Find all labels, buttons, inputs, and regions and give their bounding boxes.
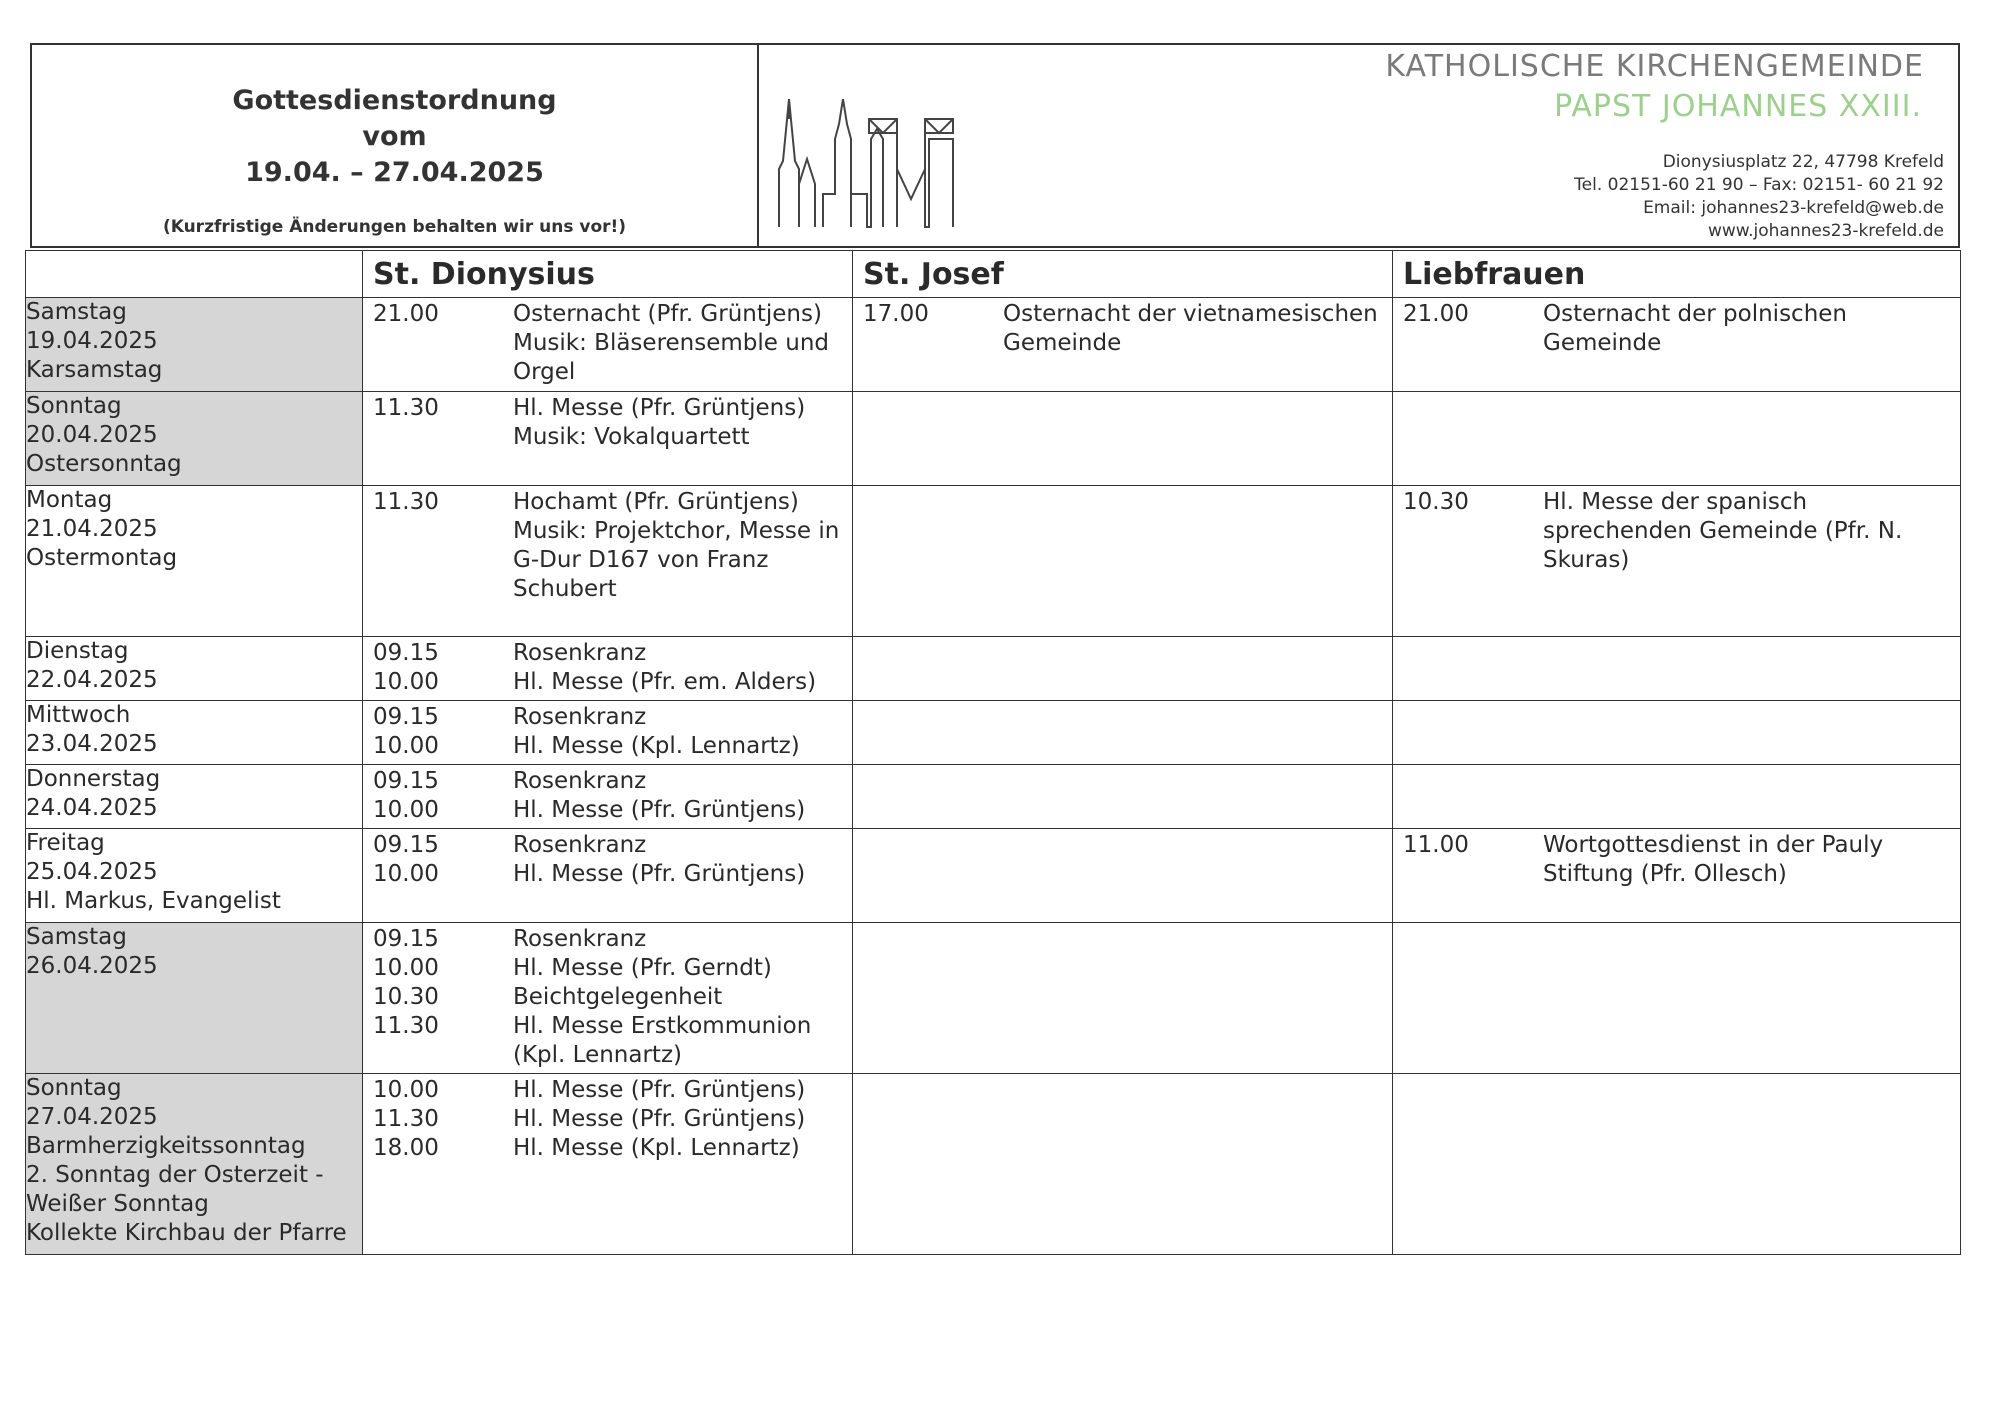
service-time: 10.00 (373, 797, 439, 823)
day-line: Donnerstag (26, 766, 161, 792)
service-description: Osternacht der polnischen (1543, 301, 1848, 327)
service-description: G-Dur D167 von Franz (513, 547, 769, 573)
service-cell-liebfrauen (1393, 298, 1961, 392)
service-cell-josef (853, 829, 1393, 923)
service-time: 21.00 (1403, 301, 1469, 327)
service-description: Wortgottesdienst in der Pauly (1543, 832, 1884, 858)
email: Email: johannes23-krefeld@web.de (1643, 198, 1944, 218)
service-description: Gemeinde (1543, 330, 1662, 356)
day-line: Ostersonntag (26, 451, 182, 477)
service-cell-liebfrauen (1393, 392, 1961, 486)
day-line: Mittwoch (26, 702, 131, 728)
service-time: 09.15 (373, 704, 439, 730)
service-time: 09.15 (373, 768, 439, 794)
table-row (26, 923, 1961, 1074)
service-time: 09.15 (373, 640, 439, 666)
service-description: Hl. Messe (Pfr. Grüntjens) (513, 861, 806, 887)
service-description: Hl. Messe (Pfr. Grüntjens) (513, 1077, 806, 1103)
service-description: Hl. Messe (Pfr. Grüntjens) (513, 797, 806, 823)
corner-cell (26, 251, 363, 298)
service-description: Hl. Messe (Pfr. em. Alders) (513, 669, 817, 695)
day-cell (26, 765, 363, 829)
day-line: Hl. Markus, Evangelist (26, 888, 281, 914)
service-cell-liebfrauen (1393, 829, 1961, 923)
disclaimer-note: (Kurzfristige Änderungen behalten wir uns vor!) (162, 217, 627, 237)
service-description: sprechenden Gemeinde (Pfr. N. (1543, 518, 1903, 544)
day-line: Karsamstag (26, 357, 163, 383)
service-description: Hochamt (Pfr. Grüntjens) (513, 489, 799, 515)
service-time: 11.30 (373, 1106, 439, 1132)
service-cell-liebfrauen (1393, 486, 1961, 637)
table-row (26, 392, 1961, 486)
day-line: 24.04.2025 (26, 795, 158, 821)
service-description: Rosenkranz (513, 926, 647, 952)
schedule-table (25, 250, 1961, 1255)
service-description: Rosenkranz (513, 640, 647, 666)
header-box (30, 43, 1960, 248)
day-line: 20.04.2025 (26, 422, 158, 448)
service-cell-josef (853, 392, 1393, 486)
table-row (26, 701, 1961, 765)
service-description: (Kpl. Lennartz) (513, 1042, 682, 1068)
service-time: 17.00 (863, 301, 929, 327)
column-header-dionysius: St. Dionysius (363, 251, 853, 298)
day-line: Sonntag (26, 393, 122, 419)
day-line: Freitag (26, 830, 105, 856)
address: Dionysiusplatz 22, 47798 Krefeld (1662, 152, 1944, 172)
column-header-liebfrauen: Liebfrauen (1393, 251, 1961, 298)
service-description: Hl. Messe (Pfr. Grüntjens) (513, 1106, 806, 1132)
service-cell-dionysius (363, 486, 853, 637)
service-time: 10.30 (1403, 489, 1469, 515)
service-description: Orgel (513, 359, 576, 385)
column-header-josef: St. Josef (853, 251, 1393, 298)
service-description: Rosenkranz (513, 832, 647, 858)
day-line: Montag (26, 487, 113, 513)
service-time: 11.30 (373, 489, 439, 515)
contact-info (1574, 151, 1944, 243)
service-time: 10.00 (373, 861, 439, 887)
service-description: Beichtgelegenheit (513, 984, 723, 1010)
table-row (26, 765, 1961, 829)
service-cell-josef (853, 486, 1393, 637)
service-description: Musik: Bläserensemble und (513, 330, 829, 356)
day-line: 23.04.2025 (26, 731, 158, 757)
day-line: 21.04.2025 (26, 516, 158, 542)
service-cell-josef (853, 765, 1393, 829)
service-cell-josef (853, 637, 1393, 701)
service-description: Hl. Messe (Kpl. Lennartz) (513, 733, 800, 759)
service-description: Skuras) (1543, 547, 1630, 573)
service-time: 11.30 (373, 1013, 439, 1039)
title-line-3: 19.04. – 27.04.2025 (245, 157, 544, 188)
service-description: Osternacht der vietnamesischen (1003, 301, 1378, 327)
service-description: Rosenkranz (513, 704, 647, 730)
service-description: Hl. Messe (Kpl. Lennartz) (513, 1135, 800, 1161)
service-time: 11.30 (373, 395, 439, 421)
day-line: Sonntag (26, 1075, 122, 1101)
service-time: 10.00 (373, 1077, 439, 1103)
day-cell (26, 923, 363, 1074)
day-cell (26, 829, 363, 923)
day-cell (26, 392, 363, 486)
day-line: Dienstag (26, 638, 129, 664)
parish-name-line-2: PAPST JOHANNES XXIII. (1554, 89, 1922, 124)
service-cell-josef (853, 298, 1393, 392)
website: www.johannes23-krefeld.de (1707, 221, 1944, 241)
service-cell-liebfrauen (1393, 637, 1961, 701)
service-cell-dionysius (363, 1074, 853, 1255)
day-cell (26, 298, 363, 392)
day-line: 27.04.2025 (26, 1104, 158, 1130)
parish-block (759, 45, 1958, 246)
service-description: Musik: Vokalquartett (513, 424, 750, 450)
service-description: Musik: Projektchor, Messe in (513, 518, 840, 544)
day-cell (26, 637, 363, 701)
service-description: Schubert (513, 576, 617, 602)
table-row (26, 637, 1961, 701)
day-line: Ostermontag (26, 545, 178, 571)
service-cell-josef (853, 701, 1393, 765)
phone-fax: Tel. 02151-60 21 90 – Fax: 02151- 60 21 92 (1574, 175, 1944, 195)
day-line: Kollekte Kirchbau der Pfarre (26, 1220, 347, 1246)
day-line: 2. Sonntag der Osterzeit - (26, 1162, 324, 1188)
service-description: Gemeinde (1003, 330, 1122, 356)
service-cell-liebfrauen (1393, 765, 1961, 829)
service-cell-dionysius (363, 392, 853, 486)
service-cell-liebfrauen (1393, 923, 1961, 1074)
day-line: 25.04.2025 (26, 859, 158, 885)
table-row (26, 1074, 1961, 1255)
day-line: 19.04.2025 (26, 328, 158, 354)
day-cell (26, 1074, 363, 1255)
service-cell-dionysius (363, 829, 853, 923)
column-header-row (26, 251, 1961, 298)
day-line: Weißer Sonntag (26, 1191, 209, 1217)
day-line: 22.04.2025 (26, 667, 158, 693)
service-cell-liebfrauen (1393, 1074, 1961, 1255)
service-cell-dionysius (363, 637, 853, 701)
title-block (32, 45, 759, 246)
parish-name-line-1: KATHOLISCHE KIRCHENGEMEINDE (1385, 49, 1924, 84)
service-time: 18.00 (373, 1135, 439, 1161)
day-line: Barmherzigkeitssonntag (26, 1133, 306, 1159)
church-skyline-logo (777, 99, 997, 229)
service-time: 09.15 (373, 832, 439, 858)
service-cell-dionysius (363, 298, 853, 392)
service-cell-dionysius (363, 923, 853, 1074)
service-time: 10.00 (373, 669, 439, 695)
service-description: Hl. Messe (Pfr. Grüntjens) (513, 395, 806, 421)
service-description: Rosenkranz (513, 768, 647, 794)
service-time: 21.00 (373, 301, 439, 327)
day-line: Samstag (26, 924, 127, 950)
service-cell-josef (853, 923, 1393, 1074)
service-time: 11.00 (1403, 832, 1469, 858)
service-description: Hl. Messe (Pfr. Gerndt) (513, 955, 772, 981)
day-line: 26.04.2025 (26, 953, 158, 979)
schedule-body (26, 298, 1961, 1255)
table-row (26, 829, 1961, 923)
service-time: 10.00 (373, 733, 439, 759)
service-cell-dionysius (363, 765, 853, 829)
service-cell-dionysius (363, 701, 853, 765)
service-description: Osternacht (Pfr. Grüntjens) (513, 301, 822, 327)
table-row (26, 298, 1961, 392)
title-line-2: vom (362, 121, 427, 152)
table-row (26, 486, 1961, 637)
service-description: Hl. Messe Erstkommunion (513, 1013, 812, 1039)
service-description: Hl. Messe der spanisch (1543, 489, 1808, 515)
day-cell (26, 486, 363, 637)
title-line-1: Gottesdienstordnung (232, 85, 557, 116)
service-time: 10.30 (373, 984, 439, 1010)
service-time: 09.15 (373, 926, 439, 952)
service-cell-josef (853, 1074, 1393, 1255)
day-cell (26, 701, 363, 765)
service-time: 10.00 (373, 955, 439, 981)
service-description: Stiftung (Pfr. Ollesch) (1543, 861, 1787, 887)
day-line: Samstag (26, 299, 127, 325)
service-cell-liebfrauen (1393, 701, 1961, 765)
